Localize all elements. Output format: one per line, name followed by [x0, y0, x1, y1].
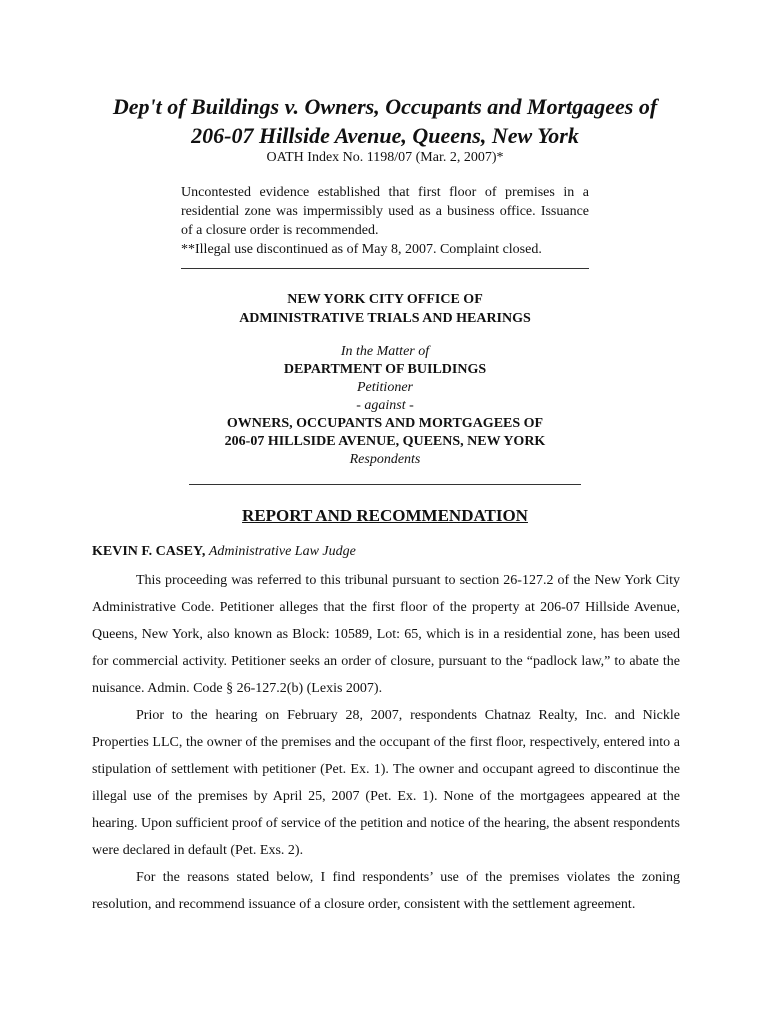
agency-heading [0, 290, 770, 328]
against-label: - against - [356, 398, 414, 413]
summary-line-2: residential zone was impermissibly used as a business office. [181, 204, 536, 219]
paragraph-3: For the reasons stated below, I find respondents’ use of the premises violates the zoning resolution, and recommend issuance of a closure order, consistent with the settlement agreement. [92, 870, 680, 912]
petitioner-label: Petitioner [357, 380, 413, 395]
title-line-1: Dep't of Buildings v. Owners, Occupants and Mortgagees of [112, 94, 658, 119]
title-line-2: 206-07 Hillside Avenue, Queens, New York [191, 123, 579, 148]
respondents-label: Respondents [349, 452, 421, 467]
oath-index-number: OATH Index No. 1198/07 (Mar. 2, 2007)* [266, 150, 504, 165]
summary-line-3: Issuance of a closure order is recommended. [181, 204, 590, 238]
judge-name: KEVIN F. CASEY, [92, 544, 206, 559]
case-summary [181, 183, 589, 259]
summary-note: **Illegal use discontinued as of May 8, 2007. Complaint closed. [181, 242, 542, 257]
judge-line [92, 543, 356, 561]
paragraph-2: Prior to the hearing on February 28, 2007, respondents Chatnaz Realty, Inc. and Nickle Properties LLC, the owner of the premises and the occupant of the first floor, respectively, entered into a stipulation of settlement with petitioner (Pet. Ex. 1). The owner and occupant agreed to discontinue the illegal use of the premises by April 25, 2007 (Pet. Ex. 1). None of the mortgagees appeared at the hearing. Upon sufficient proof of service of the petition and notice of the hearing, the absent respondents were declared in default (Pet. Exs. 2). [92, 708, 680, 858]
summary-line-1: Uncontested evidence established that first floor of premises in a [181, 185, 589, 200]
respondent-line-1: OWNERS, OCCUPANTS AND MORTGAGEES OF [226, 416, 544, 431]
judge-title: Administrative Law Judge [208, 544, 356, 559]
petitioner-name: DEPARTMENT OF BUILDINGS [283, 362, 487, 377]
report-body [92, 567, 680, 918]
document-title [0, 92, 770, 150]
paragraph-1: This proceeding was referred to this tribunal pursuant to section 26-127.2 of the New York City Administrative Code. Petitioner alleges that the first floor of the property at 206-07 Hillside Avenue, Queens, New York, also known as Block: 10589, Lot: 65, which is in a residential zone, has been used for commercial activity. Petitioner seeks an order of closure, pursuant to the “padlock law,” to abate the nuisance. Admin. Code § 26-127.2(b) (Lexis 2007). [92, 573, 680, 696]
agency-line-2: ADMINISTRATIVE TRIALS AND HEARINGS [239, 311, 531, 326]
case-caption [0, 343, 770, 469]
divider-line [181, 268, 589, 269]
matter-label: In the Matter of [340, 344, 430, 359]
agency-line-1: NEW YORK CITY OFFICE OF [287, 292, 483, 307]
caption-divider-line [189, 484, 581, 485]
respondent-line-2: 206-07 HILLSIDE AVENUE, QUEENS, NEW YORK [224, 434, 546, 449]
report-heading: REPORT AND RECOMMENDATION [242, 506, 528, 525]
